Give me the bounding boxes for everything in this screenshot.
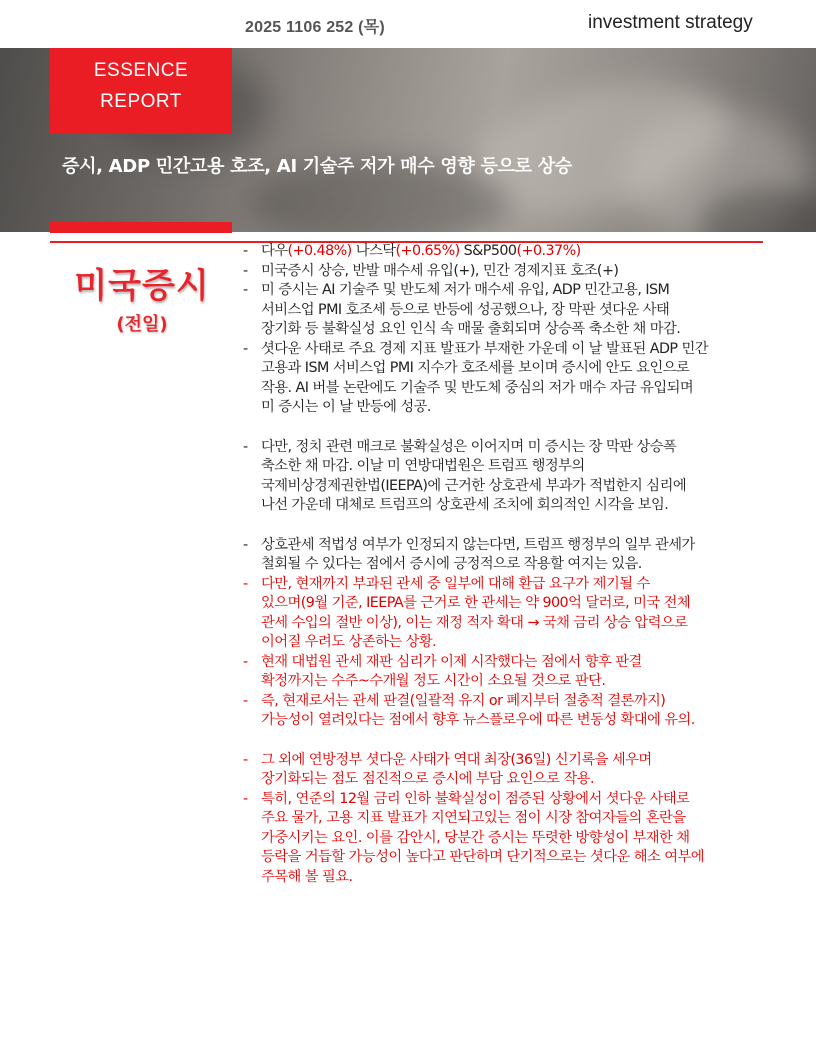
- bullet-line: 작용. AI 버블 논란에도 기술주 및 반도체 중심의 저가 매수 자금 유입되며: [261, 379, 694, 396]
- bullet-line: 현재 대법원 관세 재판 심리가 이제 시작했다는 점에서 향후 판결: [261, 653, 642, 670]
- bullet-line: 주목해 볼 필요.: [261, 868, 353, 885]
- bullet-line: 특히, 연준의 12월 금리 인하 불확실성이 점증된 상황에서 셧다운 사태로: [261, 790, 690, 807]
- bullet-line: 미 증시는 AI 기술주 및 반도체 저가 매수세 유입, ADP 민간고용, ISM: [261, 282, 670, 298]
- section-subtitle: (전일): [116, 314, 168, 335]
- bullet-item-highlight: - 그 외에 연방정부 셧다운 사태가 역대 최장(36일) 신기록을 세우며 장기화되는 점도 점진적으로 증시에 부담 요인으로 작용.: [243, 751, 803, 790]
- bullet-line: 축소한 채 마감. 이날 미 연방대법원은 트럼프 행정부의: [261, 458, 585, 474]
- bullet-line: 국제비상경제권한법(IEEPA)에 근거한 상호관세 부과가 적법한지 심리에: [261, 477, 687, 494]
- bullet-line: 미 증시는 이 날 반등에 성공.: [261, 399, 431, 415]
- bullet-item-highlight: - 현재 대법원 관세 재판 심리가 이제 시작했다는 점에서 향후 판결 확정까지는 수주~수개월 정도 시간이 소요될 것으로 판단.: [243, 653, 803, 692]
- bullet-line: 등락을 거듭할 가능성이 높다고 판단하며 단기적으로는 셧다운 해소 여부에: [261, 849, 705, 865]
- bullet-line: 확정까지는 수주~수개월 정도 시간이 소요될 것으로 판단.: [261, 673, 606, 689]
- sp500-label: S&P500: [463, 243, 517, 259]
- bullet-item: - 셧다운 사태로 주요 경제 지표 발표가 부재한 가운데 이 날 발표된 ADP 민간 고용과 ISM 서비스업 PMI 지수가 호조세를 보이며 증시에 안도 요인으로 작용. AI 버블 논란에도 기술주 및 반도체 중심의 저가 매수 자금 유입되며 미 증시는 이 날 반등에 성공.: [243, 340, 803, 418]
- headline: 증시, ADP 민간고용 호조, AI 기술주 저가 매수 영향 등으로 상승: [62, 156, 572, 177]
- bullet-line: 고용과 ISM 서비스업 PMI 지수가 호조세를 보이며 증시에 안도 요인으로: [261, 360, 690, 376]
- bullet-line: 철회될 수 있다는 점에서 증시에 긍정적으로 작용할 여지는 있음.: [261, 556, 642, 572]
- bullet-line: 다만, 현재까지 부과된 관세 중 일부에 대해 환급 요구가 제기될 수: [261, 575, 650, 592]
- bullet-line: 상호관세 적법성 여부가 인정되지 않는다면, 트럼프 행정부의 일부 관세가: [261, 536, 695, 553]
- bullet-item: - 미국증시 상승, 반발 매수세 유입(+), 민간 경제지표 호조(+): [243, 262, 803, 282]
- bullet-item-highlight: - 다만, 현재까지 부과된 관세 중 일부에 대해 환급 요구가 제기될 수 있으며(9월 기준, IEEPA를 근거로 한 관세는 약 900억 달러로, 미국 전체 관세 수입의 절반 이상), 이는 재정 적자 확대 → 국채 금리 상승 압력으로 이어질 우려도 상존하는 상황.: [243, 575, 803, 653]
- bullet-item-highlight: - 특히, 연준의 12월 금리 인하 불확실성이 점증된 상황에서 셧다운 사태로 주요 물가, 고용 지표 발표가 지연되고있는 점이 시장 참여자들의 혼란을 가중시키는 요인. 이를 감안시, 당분간 증시는 뚜렷한 방향성이 부재한 채 등락을 거듭할 가능성이 높다고 판단하며 단기적으로는 셧다운 해소 여부에 주목해 볼 필요.: [243, 790, 803, 888]
- report-label: REPORT: [100, 91, 182, 112]
- bullet-line: 장기화 등 불확실성 요인 인식 속 매물 출회되며 상승폭 축소한 채 마감.: [261, 321, 681, 337]
- bullet-line: 주요 물가, 고용 지표 발표가 지연되고있는 점이 시장 참여자들의 혼란을: [261, 810, 686, 826]
- bullet-line: 즉, 현재로서는 관세 판결(일괄적 유지 or 폐지부터 절충적 결론까지): [261, 692, 666, 709]
- bullet-line: 나선 가운데 대체로 트럼프의 상호관세 조치에 회의적인 시각을 보임.: [261, 497, 669, 513]
- bullet-line: 가중시키는 요인. 이를 감안시, 당분간 증시는 뚜렷한 방향성이 부재한 채: [261, 829, 690, 846]
- bullet-line: 있으며(9월 기준, IEEPA를 근거로 한 관세는 약 900억 달러로, 미국 전체: [261, 595, 691, 611]
- essence-report-badge: [50, 48, 232, 134]
- bullet-line: 셧다운 사태로 주요 경제 지표 발표가 부재한 가운데 이 날 발표된 ADP 민간: [261, 340, 708, 357]
- bullet-line: 미국증시 상승, 반발 매수세 유입(+), 민간 경제지표 호조(+): [261, 262, 619, 279]
- accent-bar: [50, 222, 232, 233]
- bullet-line: 그 외에 연방정부 셧다운 사태가 역대 최장(36일) 신기록을 세우며: [261, 751, 652, 768]
- nasdaq-change: (+0.65%): [395, 243, 460, 259]
- bullet-item-highlight: - 즉, 현재로서는 관세 판결(일괄적 유지 or 폐지부터 절충적 결론까지) 가능성이 열려있다는 점에서 향후 뉴스플로우에 따른 변동성 확대에 유의.: [243, 692, 803, 731]
- bullet-line: 이어질 우려도 상존하는 상황.: [261, 634, 437, 650]
- dow-label: 다우: [261, 243, 288, 259]
- brand-label: investment strategy: [588, 12, 753, 33]
- bullet-line: 서비스업 PMI 호조세 등으로 반등에 성공했으나, 장 막판 셧다운 사태: [261, 301, 670, 318]
- bullet-line: 가능성이 열려있다는 점에서 향후 뉴스플로우에 따른 변동성 확대에 유의.: [261, 712, 695, 728]
- essence-label: ESSENCE: [93, 60, 189, 81]
- sp500-change: (+0.37%): [516, 243, 581, 259]
- section-title: 미국증시: [74, 266, 210, 306]
- bullet-item: - 상호관세 적법성 여부가 인정되지 않는다면, 트럼프 행정부의 일부 관세가 철회될 수 있다는 점에서 증시에 긍정적으로 작용할 여지는 있음.: [243, 536, 803, 575]
- dow-change: (+0.48%): [287, 243, 352, 259]
- bullet-line: 장기화되는 점도 점진적으로 증시에 부담 요인으로 작용.: [261, 771, 594, 787]
- indices-line: - 다우(+0.48%) 나스닥(+0.65%) S&P500(+0.37%): [243, 243, 581, 259]
- bullet-line: 다만, 정치 관련 매크로 불확실성은 이어지며 미 증시는 장 막판 상승폭: [261, 438, 677, 455]
- bullet-list: [243, 242, 803, 887]
- nasdaq-label: 나스닥: [355, 243, 396, 259]
- bullet-item: - 다만, 정치 관련 매크로 불확실성은 이어지며 미 증시는 장 막판 상승폭 축소한 채 마감. 이날 미 연방대법원은 트럼프 행정부의 국제비상경제권한법(IEEPA)에 근거한 상호관세 부과가 적법한지 심리에 나선 가운데 대체로 트럼프의 상호관세 조치에 회의적인 시각을 보임.: [243, 438, 803, 516]
- bullet-line: 관세 수입의 절반 이상), 이는 재정 적자 확대 → 국채 금리 상승 압력으로: [261, 614, 688, 631]
- report-date: 2025 1106 252 (목): [245, 19, 385, 36]
- bullet-item: - 미 증시는 AI 기술주 및 반도체 저가 매수세 유입, ADP 민간고용, ISM 서비스업 PMI 호조세 등으로 반등에 성공했으나, 장 막판 셧다운 사태 장기화 등 불확실성 요인 인식 속 매물 출회되며 상승폭 축소한 채 마감.: [243, 281, 803, 340]
